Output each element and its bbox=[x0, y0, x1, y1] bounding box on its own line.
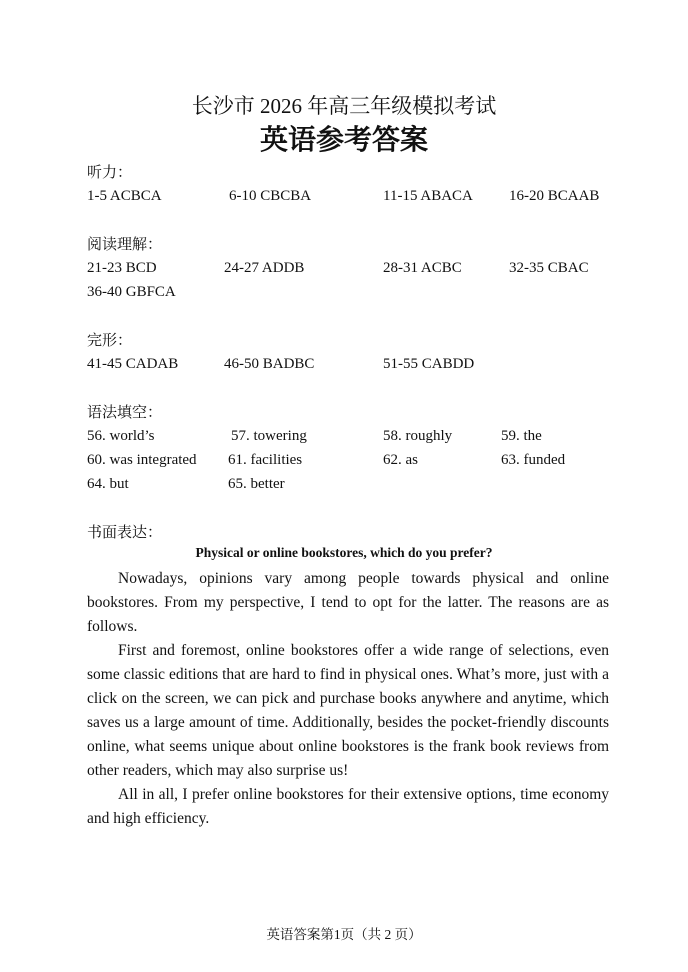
grammar-answer: 64. but bbox=[87, 476, 129, 492]
reading-answer: 21-23 BCD bbox=[87, 260, 157, 276]
reading-heading: 阅读理解： bbox=[87, 235, 163, 253]
reading-answer: 32-35 CBAC bbox=[509, 260, 589, 276]
listening-answer: 16-20 BCAAB bbox=[509, 188, 600, 204]
exam-title: 长沙市 2026 年高三年级模拟考试 bbox=[191, 94, 497, 118]
essay-paragraph: Nowadays, opinions vary among people towards physical and online bookstores. From my perspective, I tend to opt for the latter. The reasons are as follows. bbox=[87, 570, 609, 635]
essay-paragraph: All in all, I prefer online bookstores for their extensive options, time economy and high efficiency. bbox=[87, 786, 609, 827]
essay-title: Physical or online bookstores, which do you prefer? bbox=[195, 545, 493, 560]
grammar-answer: 56. world’s bbox=[87, 428, 155, 444]
reading-answer: 36-40 GBFCA bbox=[87, 284, 176, 300]
grammar-answer: 63. funded bbox=[501, 452, 566, 468]
cloze-answer: 41-45 CADAB bbox=[87, 356, 179, 372]
essay-body bbox=[87, 567, 609, 831]
essay-paragraph: First and foremost, online bookstores offer a wide range of selections, even some classic editions that are hard to find in physical ones. What’s more, just with a click on the screen, we can pick and purchase books anywhere and anytime, which saves us a large amount of time. Additionally, besides the pocket-friendly discounts online, what seems unique about online bookstores is the frank book reviews from other readers, which may also surprise us! bbox=[87, 642, 609, 779]
grammar-answer: 59. the bbox=[501, 428, 542, 444]
grammar-answer: 62. as bbox=[383, 452, 418, 468]
cloze-answer: 51-55 CABDD bbox=[383, 356, 475, 372]
page-title: 英语参考答案 bbox=[259, 123, 428, 156]
grammar-answer: 60. was integrated bbox=[87, 452, 197, 468]
grammar-heading: 语法填空： bbox=[87, 403, 163, 421]
grammar-answer: 58. roughly bbox=[383, 428, 453, 444]
listening-heading: 听力： bbox=[87, 163, 133, 181]
listening-answer: 6-10 CBCBA bbox=[229, 188, 312, 204]
grammar-answer: 61. facilities bbox=[228, 452, 303, 468]
grammar-answer: 65. better bbox=[228, 476, 285, 492]
listening-answer: 1-5 ACBCA bbox=[87, 188, 162, 204]
listening-answer: 11-15 ABACA bbox=[383, 188, 473, 204]
grammar-answer: 57. towering bbox=[231, 428, 307, 444]
reading-answer: 24-27 ADDB bbox=[224, 260, 305, 276]
cloze-answer: 46-50 BADBC bbox=[224, 356, 315, 372]
cloze-heading: 完形： bbox=[87, 331, 133, 349]
page-footer: 英语答案第1页（共 2 页） bbox=[266, 927, 422, 942]
reading-answer: 28-31 ACBC bbox=[383, 260, 462, 276]
writing-heading: 书面表达： bbox=[87, 523, 163, 541]
